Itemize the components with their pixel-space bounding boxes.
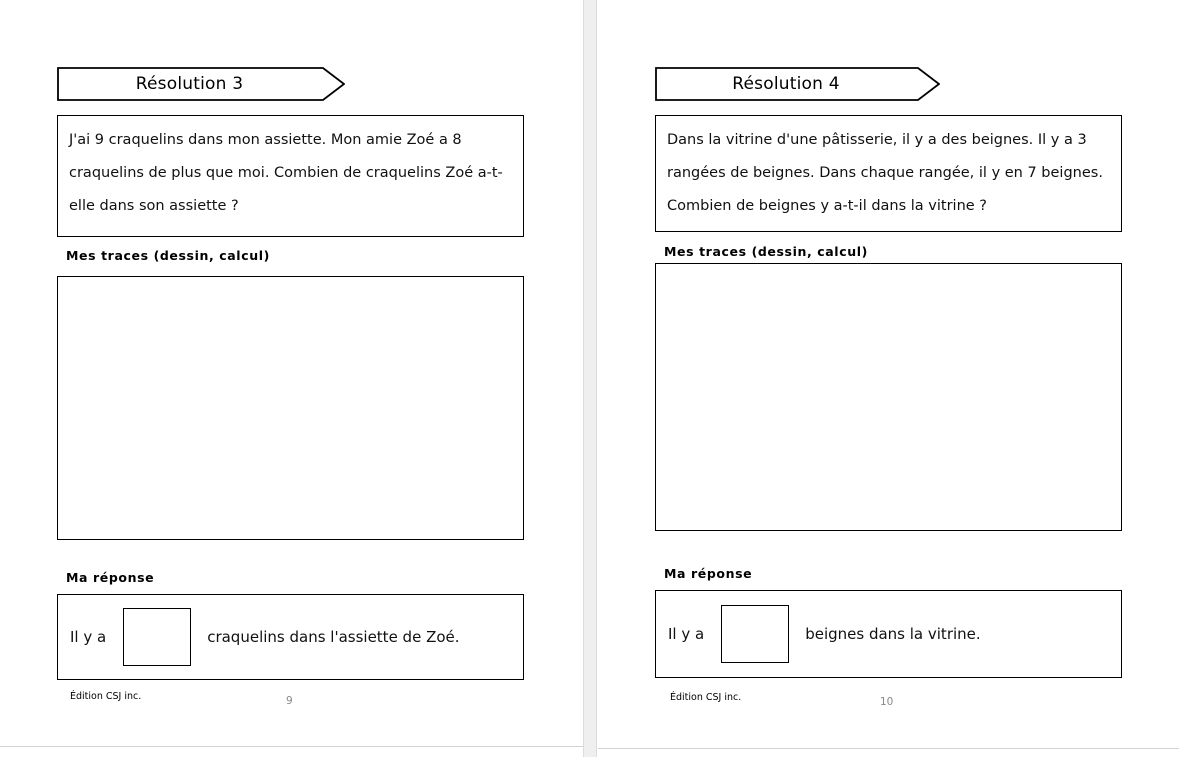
page-sheet-right	[598, 0, 1179, 749]
problem-statement-text: Dans la vitrine d'une pâtisserie, il y a des beignes. Il y a 3 rangées de beignes. Dans chaque rangée, il y en 7 beignes. Combien de beignes y a-t-il dans la vitrine ?	[667, 132, 1103, 214]
answer-label: Ma réponse	[664, 566, 753, 581]
answer-blank-field[interactable]	[123, 608, 191, 666]
answer-box	[57, 594, 524, 680]
traces-label: Mes traces (dessin, calcul)	[664, 244, 868, 259]
problem-statement-text: J'ai 9 craquelins dans mon assiette. Mon amie Zoé a 8 craquelins de plus que moi. Combien de craquelins Zoé a-t-elle dans son assiette ?	[69, 132, 503, 214]
traces-work-area[interactable]	[655, 263, 1122, 531]
answer-suffix-text: craquelins dans l'assiette de Zoé.	[207, 628, 460, 646]
problem-statement-box	[57, 115, 524, 237]
answer-prefix-text: Il y a	[668, 625, 705, 643]
banner-resolution-4	[655, 67, 940, 101]
traces-label: Mes traces (dessin, calcul)	[66, 248, 270, 263]
footer-credit: Édition CSJ inc.	[670, 692, 742, 703]
footer-credit: Édition CSJ inc.	[70, 691, 142, 702]
banner-title: Résolution 3	[135, 74, 244, 94]
answer-suffix-text: beignes dans la vitrine.	[805, 625, 981, 643]
page-gutter	[583, 0, 597, 757]
footer-page-number: 10	[880, 696, 894, 708]
answer-label: Ma réponse	[66, 570, 155, 585]
page-sheet-left	[0, 0, 583, 747]
answer-blank-field[interactable]	[721, 605, 789, 663]
answer-prefix-text: Il y a	[70, 628, 107, 646]
problem-statement-box	[655, 115, 1122, 232]
answer-box	[655, 590, 1122, 678]
traces-work-area[interactable]	[57, 276, 524, 540]
banner-title: Résolution 4	[732, 74, 840, 94]
banner-resolution-3	[57, 67, 345, 101]
footer-page-number: 9	[286, 695, 293, 707]
